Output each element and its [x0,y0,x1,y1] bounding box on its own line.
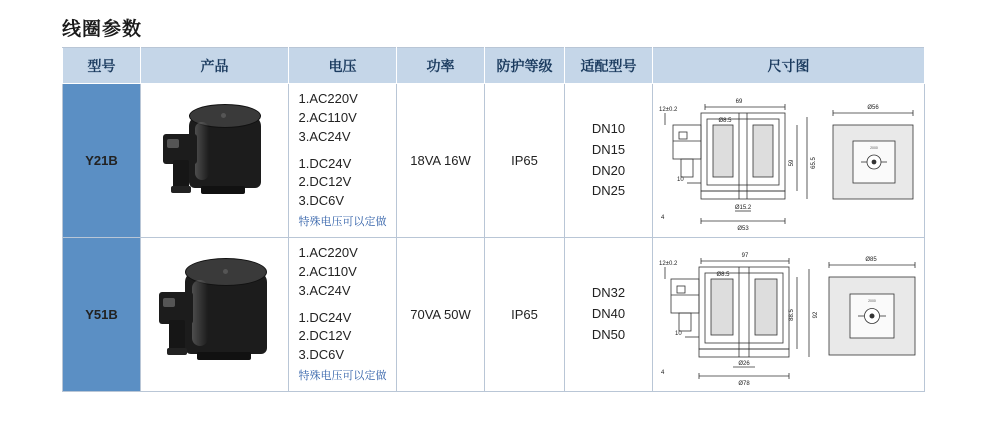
cell-model: Y21B [63,84,141,238]
cell-voltage [289,238,397,392]
face-label: 2000 [870,145,878,150]
dim-bottom-outer: Ø53 [737,225,749,231]
dim-left-note: 12±0.2 [659,106,678,113]
header-fit-model: 适配型号 [565,48,653,84]
dim-left-note: 12±0.2 [659,260,678,267]
cell-product-image [141,238,289,392]
dn-item: DN25 [591,183,626,199]
cell-power: 70VA 50W [397,238,485,392]
cell-product-image [141,84,289,238]
cell-dimension-drawing [653,84,925,238]
dim-left-small: 10 [677,176,684,183]
dim-top-width: 97 [741,252,749,259]
voltage-ac-1: 1.AC220V [298,245,358,260]
dimension-drawing-y21b [657,91,925,231]
header-power: 功率 [397,48,485,84]
voltage-note: 特殊电压可以定做 [298,216,387,229]
voltage-ac-1: 1.AC220V [298,91,358,106]
dn-item: DN40 [591,306,626,322]
dn-item: DN20 [591,162,626,178]
dim-bottom-inner: Ø26 [738,360,750,367]
dim-bottom-left: 4 [661,369,665,376]
voltage-note: 特殊电压可以定做 [298,370,387,383]
coil-parameters-table [62,47,925,392]
header-voltage: 电压 [289,48,397,84]
cell-fit-model [565,84,653,238]
table-row [63,84,925,238]
voltage-dc-2: 2.DC12V [298,174,352,190]
dim-bore-top: Ø8.5 [716,271,730,278]
dim-face-dia: Ø56 [867,104,879,111]
header-protection: 防护等级 [485,48,565,84]
dim-left-small: 10 [675,330,682,337]
cell-voltage [289,84,397,238]
dim-bottom-outer: Ø78 [738,380,750,385]
voltage-ac-2: 2.AC110V [298,109,357,125]
voltage-dc-3: 3.DC6V [298,193,345,209]
dim-right-height-2: 65.5 [811,156,817,169]
dn-item: DN32 [591,285,626,301]
table-header-row [63,48,925,84]
dim-top-width: 69 [735,98,743,105]
voltage-dc-2: 2.DC12V [298,328,352,344]
table-row [63,238,925,392]
voltage-dc-3: 3.DC6V [298,347,345,363]
header-model: 型号 [63,48,141,84]
cell-model: Y51B [63,238,141,392]
solenoid-coil-icon [145,250,285,380]
cell-dimension-drawing [653,238,925,392]
voltage-dc-1: 1.DC24V [298,155,352,171]
face-label: 2000 [868,298,876,303]
dim-bottom-left: 4 [661,214,665,221]
dimension-drawing-y51b [657,245,925,385]
cell-power: 18VA 16W [397,84,485,238]
voltage-dc-1: 1.DC24V [298,309,352,325]
solenoid-coil-icon [145,96,285,226]
cell-fit-model [565,238,653,392]
voltage-ac-3: 3.AC24V [298,128,351,144]
voltage-ac-3: 3.AC24V [298,282,351,298]
header-product: 产品 [141,48,289,84]
dim-bottom-inner: Ø15.2 [734,204,752,211]
dn-item: DN15 [591,141,626,157]
header-dimension-drawing: 尺寸图 [653,48,925,84]
dim-right-height-2: 88.5 [789,308,795,321]
voltage-ac-2: 2.AC110V [298,263,357,279]
cell-protection: IP65 [485,238,565,392]
page-title: 线圈参数 [62,19,143,40]
dn-item: DN50 [591,326,626,342]
dim-bore-top: Ø8.5 [718,117,732,124]
cell-protection: IP65 [485,84,565,238]
dn-item: DN10 [591,120,626,136]
dim-face-dia: Ø85 [865,256,877,263]
dim-right-height: 59 [789,159,795,166]
dim-right-height: 92 [813,311,819,318]
